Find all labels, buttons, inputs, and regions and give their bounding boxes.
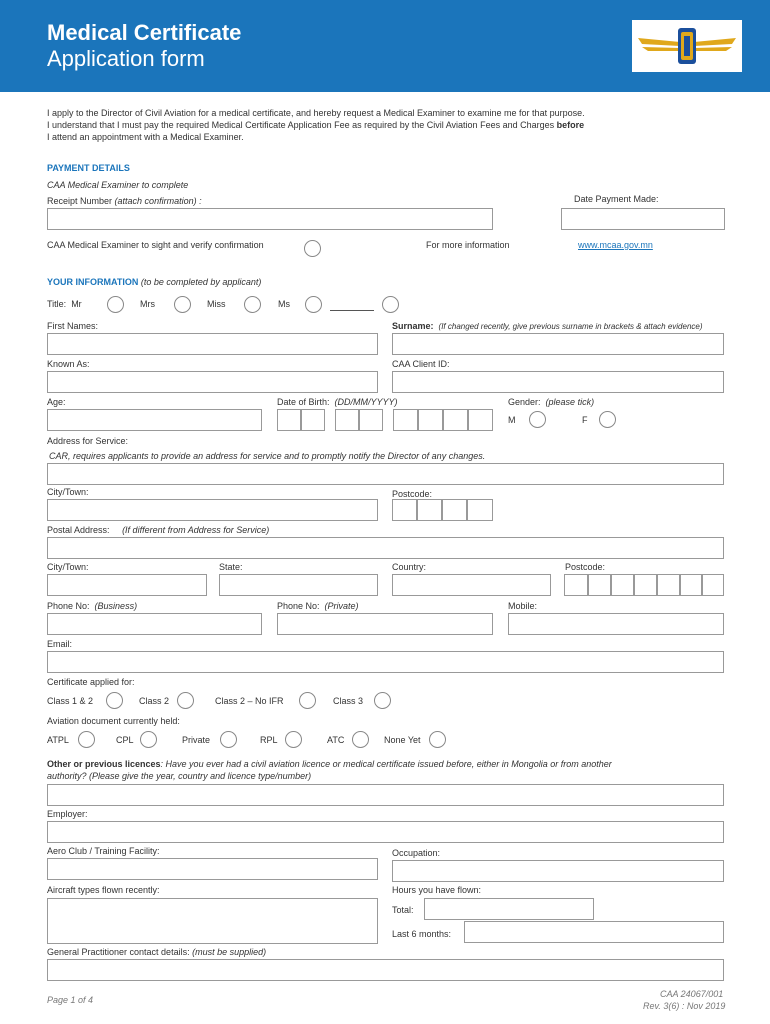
- dob-year-1[interactable]: [393, 409, 418, 431]
- title-ms-label: Ms: [278, 299, 290, 309]
- licences-text-1: Other or previous licences: Have you ever had a civil aviation licence or medical certificate issued before, either in Mongolia or from another: [47, 759, 612, 769]
- more-info-label: For more information: [426, 240, 510, 250]
- cpl-label: CPL: [116, 735, 134, 745]
- class2-radio[interactable]: [177, 692, 194, 709]
- private-radio[interactable]: [220, 731, 237, 748]
- class3-radio[interactable]: [374, 692, 391, 709]
- postcode-digit-4[interactable]: [467, 499, 493, 521]
- title-mrs-radio[interactable]: [174, 296, 191, 313]
- atpl-radio[interactable]: [78, 731, 95, 748]
- age-label: Age:: [47, 397, 66, 407]
- postcode2-digit-2[interactable]: [588, 574, 611, 596]
- age-input[interactable]: [47, 409, 262, 431]
- city-input[interactable]: [47, 499, 378, 521]
- form-code: CAA 24067/001: [660, 989, 724, 999]
- verify-label: CAA Medical Examiner to sight and verify confirmation: [47, 240, 264, 250]
- dob-day-2[interactable]: [301, 409, 325, 431]
- header-banner: [0, 0, 770, 92]
- city2-label: City/Town:: [47, 562, 89, 572]
- verify-checkbox[interactable]: [304, 240, 321, 257]
- surname-label: Surname: (If changed recently, give previous surname in brackets & attach evidence): [392, 321, 703, 331]
- dob-day-1[interactable]: [277, 409, 301, 431]
- known-as-input[interactable]: [47, 371, 378, 393]
- class12-radio[interactable]: [106, 692, 123, 709]
- receipt-label: Receipt Number (attach confirmation) :: [47, 196, 202, 206]
- postal-address-label: Postal Address: (If different from Address for Service): [47, 525, 270, 535]
- first-names-input[interactable]: [47, 333, 378, 355]
- dob-month-1[interactable]: [335, 409, 359, 431]
- title-miss-label: Miss: [207, 299, 226, 309]
- postcode-digit-2[interactable]: [417, 499, 442, 521]
- rpl-label: RPL: [260, 735, 278, 745]
- class2-noifr-label: Class 2 – No IFR: [215, 696, 284, 706]
- occupation-label: Occupation:: [392, 848, 441, 858]
- gender-label: Gender: (please tick): [508, 397, 595, 407]
- class2-noifr-radio[interactable]: [299, 692, 316, 709]
- payment-heading: PAYMENT DETAILS: [47, 163, 130, 173]
- postal-address-input[interactable]: [47, 537, 724, 559]
- title-mr-radio[interactable]: [107, 296, 124, 313]
- client-id-label: CAA Client ID:: [392, 359, 450, 369]
- country-input[interactable]: [392, 574, 551, 596]
- aircraft-types-input[interactable]: [47, 898, 378, 944]
- aero-club-input[interactable]: [47, 858, 378, 880]
- postcode-digit-3[interactable]: [442, 499, 467, 521]
- address-service-input[interactable]: [47, 463, 724, 485]
- private-label: Private: [182, 735, 211, 745]
- phone-business-input[interactable]: [47, 613, 262, 635]
- gender-f-radio[interactable]: [599, 411, 616, 428]
- date-payment-input[interactable]: [561, 208, 725, 230]
- last6-hours-input[interactable]: [464, 921, 724, 943]
- hours-label: Hours you have flown:: [392, 885, 482, 895]
- intro-text: I apply to the Director of Civil Aviation for a medical certificate, and hereby request a Medical Examiner to examine me for that purpose. I understand that I must pay the required Medical Certificate Application Fee as required by the Civil Aviation Fees and Charges before I attend an appointment with a Medical Examiner.: [47, 108, 585, 142]
- atpl-label: ATPL: [47, 735, 69, 745]
- none-yet-label: None Yet: [384, 735, 421, 745]
- gender-f-label: F: [582, 415, 588, 425]
- receipt-input[interactable]: [47, 208, 493, 230]
- mobile-input[interactable]: [508, 613, 724, 635]
- class2-label: Class 2: [139, 696, 170, 706]
- aviation-doc-label: Aviation document currently held:: [47, 716, 180, 726]
- form-subtitle: Application form: [47, 46, 205, 71]
- last6-label: Last 6 months:: [392, 929, 452, 939]
- gender-m-radio[interactable]: [529, 411, 546, 428]
- state-input[interactable]: [219, 574, 378, 596]
- postcode2-label: Postcode:: [565, 562, 606, 572]
- website-link[interactable]: www.mcaa.gov.mn: [578, 240, 653, 250]
- dob-month-2[interactable]: [359, 409, 383, 431]
- employer-label: Employer:: [47, 809, 88, 819]
- address-service-label: Address for Service:: [47, 436, 129, 446]
- phone-business-label: Phone No: (Business): [47, 601, 138, 611]
- dob-year-3[interactable]: [443, 409, 468, 431]
- gp-input[interactable]: [47, 959, 724, 981]
- city-label: City/Town:: [47, 487, 89, 497]
- wings-emblem-icon: [632, 20, 742, 72]
- gender-m-label: M: [508, 415, 516, 425]
- licences-text-2: authority? (Please give the year, country and licence type/number): [47, 771, 312, 781]
- postcode-label: Postcode:: [392, 489, 433, 499]
- title-other-radio[interactable]: [382, 296, 399, 313]
- phone-private-input[interactable]: [277, 613, 493, 635]
- cpl-radio[interactable]: [140, 731, 157, 748]
- postcode2-digit-6[interactable]: [680, 574, 702, 596]
- postcode2-digit-7[interactable]: [702, 574, 724, 596]
- gp-label: General Practitioner contact details: (must be supplied): [47, 947, 267, 957]
- first-names-label: First Names:: [47, 321, 99, 331]
- employer-input[interactable]: [47, 821, 724, 843]
- licences-input[interactable]: [47, 784, 724, 806]
- postcode2-digit-1[interactable]: [564, 574, 588, 596]
- class12-label: Class 1 & 2: [47, 696, 94, 706]
- surname-input[interactable]: [392, 333, 724, 355]
- title-other-line[interactable]: [330, 310, 374, 311]
- info-heading: YOUR INFORMATION (to be completed by applicant): [47, 277, 262, 287]
- title-label: Title: Mr: [47, 299, 82, 309]
- atc-label: ATC: [327, 735, 345, 745]
- known-as-label: Known As:: [47, 359, 90, 369]
- city2-input[interactable]: [47, 574, 207, 596]
- form-revision: Rev. 3(6) : Nov 2019: [643, 1001, 726, 1011]
- rpl-radio[interactable]: [285, 731, 302, 748]
- title-mrs-label: Mrs: [140, 299, 155, 309]
- aero-club-label: Aero Club / Training Facility:: [47, 846, 160, 856]
- form-title: Medical Certificate: [47, 20, 242, 45]
- occupation-input[interactable]: [392, 860, 724, 882]
- address-note: CAR, requires applicants to provide an address for service and to promptly notify the Director of any changes.: [49, 451, 486, 461]
- cert-applied-label: Certificate applied for:: [47, 677, 135, 687]
- caa-logo: [632, 20, 742, 72]
- date-payment-label: Date Payment Made:: [574, 194, 659, 204]
- page-number: Page 1 of 4: [47, 995, 94, 1005]
- postcode2-digit-4[interactable]: [634, 574, 657, 596]
- email-label: Email:: [47, 639, 73, 649]
- postcode2-digit-5[interactable]: [657, 574, 680, 596]
- phone-private-label: Phone No: (Private): [277, 601, 359, 611]
- title-ms-radio[interactable]: [305, 296, 322, 313]
- total-hours-input[interactable]: [424, 898, 594, 920]
- country-label: Country:: [392, 562, 427, 572]
- none-yet-radio[interactable]: [429, 731, 446, 748]
- payment-sub: CAA Medical Examiner to complete: [47, 180, 189, 190]
- total-label: Total:: [392, 905, 414, 915]
- dob-label: Date of Birth: (DD/MM/YYYY): [277, 397, 398, 407]
- state-label: State:: [219, 562, 243, 572]
- dob-year-2[interactable]: [418, 409, 443, 431]
- class3-label: Class 3: [333, 696, 364, 706]
- client-id-input[interactable]: [392, 371, 724, 393]
- postcode-digit-1[interactable]: [392, 499, 417, 521]
- postcode2-digit-3[interactable]: [611, 574, 634, 596]
- mobile-label: Mobile:: [508, 601, 538, 611]
- atc-radio[interactable]: [352, 731, 369, 748]
- title-miss-radio[interactable]: [244, 296, 261, 313]
- dob-year-4[interactable]: [468, 409, 493, 431]
- email-input[interactable]: [47, 651, 724, 673]
- aircraft-types-label: Aircraft types flown recently:: [47, 885, 160, 895]
